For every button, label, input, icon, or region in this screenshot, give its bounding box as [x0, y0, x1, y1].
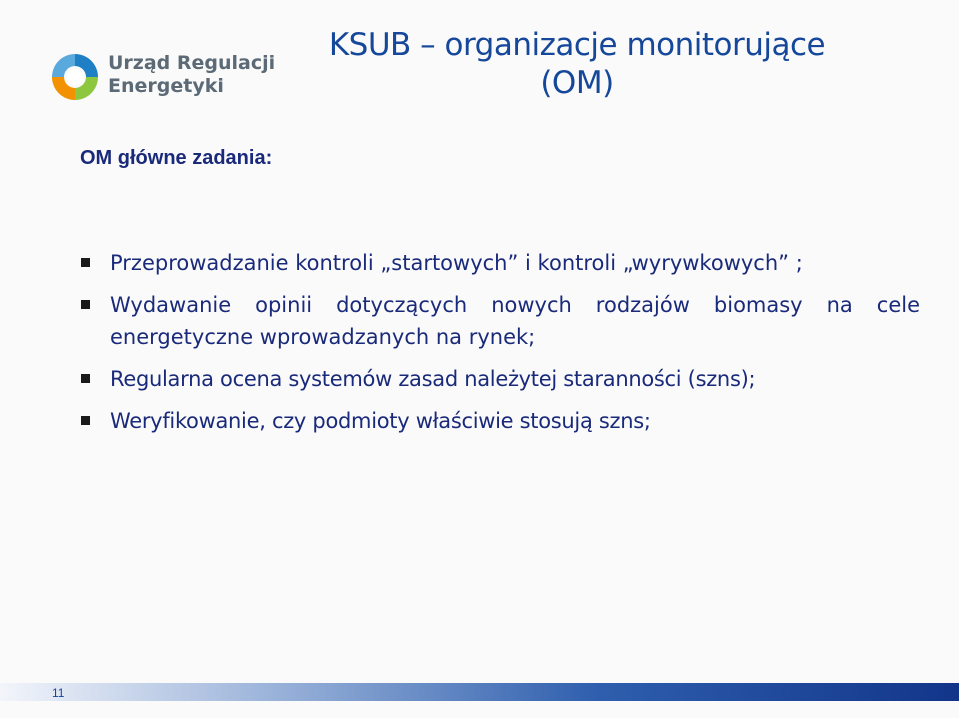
logo-line-1: Urząd Regulacji [108, 52, 276, 74]
square-bullet-icon [81, 374, 90, 383]
ure-logo [48, 48, 278, 108]
title-line-1: KSUB – organizacje monitorujące [328, 27, 826, 63]
list-item [80, 289, 920, 353]
slide-title [282, 26, 872, 102]
list-item-text: Wydawanie opinii dotyczących nowych rodzajów biomasy na cele energetyczne wprowadzanych na rynek; [110, 293, 920, 349]
list-item-text: Weryfikowanie, czy podmioty właściwie stosują szns; [110, 409, 651, 433]
list-item-text: Regularna ocena systemów zasad należytej staranności (szns); [110, 367, 756, 391]
ure-logo-icon [48, 50, 102, 104]
square-bullet-icon [81, 300, 90, 309]
list-item [80, 363, 920, 395]
list-item [80, 247, 920, 279]
section-heading: OM główne zadania: [80, 147, 273, 169]
logo-line-2: Energetyki [108, 75, 224, 97]
title-line-2: (OM) [540, 65, 614, 101]
page-number: 11 [52, 686, 65, 700]
square-bullet-icon [81, 416, 90, 425]
footer-bar [0, 683, 959, 701]
list-item-text: Przeprowadzanie kontroli „startowych” i kontroli „wyrywkowych” ; [110, 251, 803, 275]
square-bullet-icon [81, 258, 90, 267]
logo-wordmark [108, 52, 275, 98]
list-item [80, 405, 920, 437]
task-list [80, 247, 920, 447]
